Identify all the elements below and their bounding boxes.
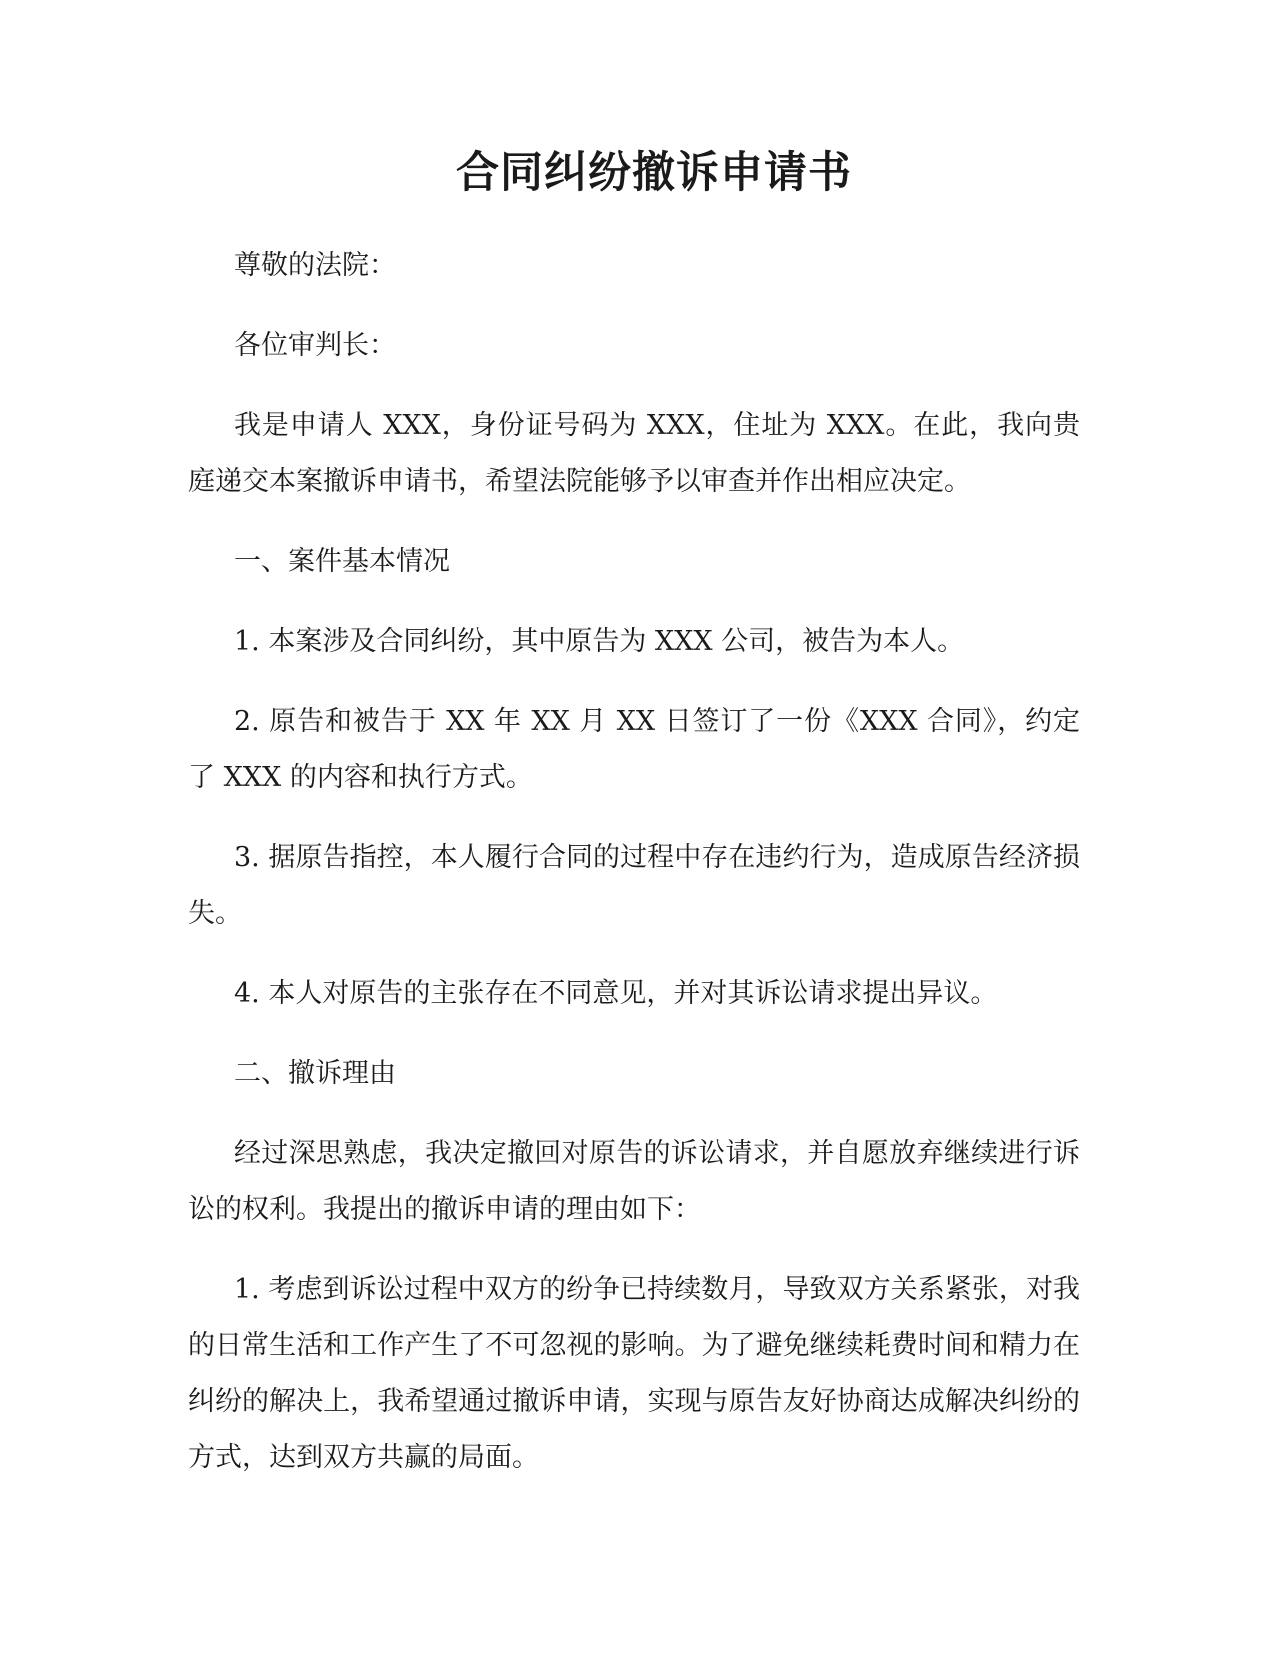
intro-paragraph: 我是申请人 XXX，身份证号码为 XXX，住址为 XXX。在此，我向贵庭递交本案撤诉申请书，希望法院能够予以审查并作出相应决定。 xyxy=(188,409,1080,497)
reason-item-1: 1. 考虑到诉讼过程中双方的纷争已持续数月，导致双方关系紧张，对我的日常生活和工作产生了不可忽视的影响。为了避免继续耗费时间和精力在纠纷的解决上，我希望通过撤诉申请，实现与原告友好协商达成解决纠纷的方式，达到双方共赢的局面。 xyxy=(188,1273,1080,1473)
reasons-intro: 经过深思熟虑，我决定撤回对原告的诉讼请求，并自愿放弃继续进行诉讼的权利。我提出的撤诉申请的理由如下： xyxy=(188,1137,1080,1225)
case-item-2: 2. 原告和被告于 XX 年 XX 月 XX 日签订了一份《XXX 合同》，约定了 XXX 的内容和执行方式。 xyxy=(188,705,1080,793)
case-item-4: 4. 本人对原告的主张存在不同意见，并对其诉讼请求提出异议。 xyxy=(234,977,998,1009)
document-body xyxy=(188,148,1080,1486)
case-item-3: 3. 据原告指控，本人履行合同的过程中存在违约行为，造成原告经济损失。 xyxy=(188,841,1080,929)
section-heading-case-info: 一、案件基本情况 xyxy=(234,545,450,577)
salutation-court: 尊敬的法院： xyxy=(234,249,396,281)
case-item-1: 1. 本案涉及合同纠纷，其中原告为 XXX 公司，被告为本人。 xyxy=(234,625,965,657)
document-title: 合同纠纷撤诉申请书 xyxy=(456,148,852,198)
salutation-judges: 各位审判长： xyxy=(234,329,396,361)
section-heading-reasons: 二、撤诉理由 xyxy=(234,1057,396,1089)
